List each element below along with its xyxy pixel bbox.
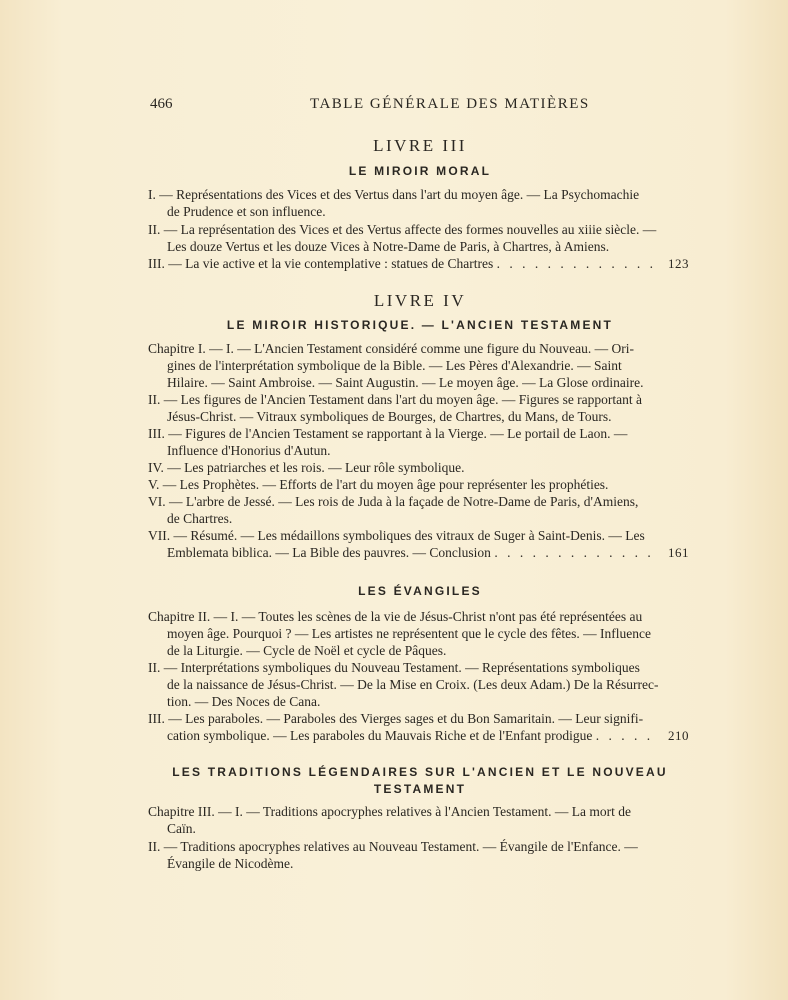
toc-page-number: 161 [668, 545, 689, 560]
livre-3-subtitle: LE MIROIR MORAL [348, 164, 492, 178]
toc-line: Hilaire. — Saint Ambroise. — Saint Augustin. — Le moyen âge. — La Glose ordinaire. [167, 375, 644, 390]
evangiles-subtitle: LES ÉVANGILES [358, 584, 482, 598]
toc-line: tion. — Des Noces de Cana. [167, 694, 321, 709]
toc-line: Évangile de Nicodème. [167, 856, 294, 871]
toc-entry-text: Emblemata biblica. — La Bible des pauvres. — Conclusion [167, 545, 491, 560]
dot-leader: . . . . . [595, 728, 654, 743]
toc-line: de Prudence et son influence. [167, 204, 326, 219]
toc-line: V. — Les Prophètes. — Efforts de l'art du moyen âge pour représenter les prophéties. [148, 477, 609, 492]
running-title: TABLE GÉNÉRALE DES MATIÈRES [310, 96, 590, 112]
toc-line: Chapitre II. — I. — Toutes les scènes de la vie de Jésus-Christ n'ont pas été représentées au [148, 609, 643, 624]
toc-line: VII. — Résumé. — Les médaillons symboliques des vitraux de Suger à Saint-Denis. — Les [148, 528, 645, 543]
toc-line: II. — Interprétations symboliques du Nouveau Testament. — Représentations symboliques [148, 660, 640, 675]
toc-line: de la Liturgie. — Cycle de Noël et cycle de Pâques. [167, 643, 447, 658]
toc-page-number: 210 [668, 728, 689, 743]
toc-line: Les douze Vertus et les douze Vices à Notre-Dame de Paris, à Chartres, à Amiens. [167, 239, 610, 254]
toc-line-last [167, 545, 654, 561]
toc-page-number: 123 [668, 256, 689, 271]
toc-line: de Chartres. [167, 511, 233, 526]
toc-line: III. — Figures de l'Ancien Testament se rapportant à la Vierge. — Le portail de Laon. — [148, 426, 628, 441]
toc-line-last [167, 728, 653, 744]
traditions-subtitle-line-2: TESTAMENT [373, 782, 467, 796]
toc-line: Chapitre III. — I. — Traditions apocryphes relatives à l'Ancien Testament. — La mort de [148, 804, 631, 819]
toc-line: de la naissance de Jésus-Christ. — De la Mise en Croix. (Les deux Adam.) De la Résurrec- [167, 677, 659, 692]
page-number: 466 [150, 96, 173, 112]
running-header [150, 96, 690, 116]
toc-line: gines de l'interprétation symbolique de la Bible. — Les Pères d'Alexandrie. — Saint [167, 358, 622, 373]
toc-line: II. — Les figures de l'Ancien Testament dans l'art du moyen âge. — Figures se rapportant à [148, 392, 643, 407]
toc-line: II. — La représentation des Vices et des Vertus affecte des formes nouvelles au xiiie siècle. — [148, 222, 657, 237]
livre-3-heading: LIVRE III [373, 136, 467, 155]
toc-line: I. — Représentations des Vices et des Vertus dans l'art du moyen âge. — La Psychomachie [148, 187, 640, 202]
toc-line: II. — Traditions apocryphes relatives au Nouveau Testament. — Évangile de l'Enfance. — [148, 839, 638, 854]
toc-line: VI. — L'arbre de Jessé. — Les rois de Juda à la façade de Notre-Dame de Paris, d'Amiens, [148, 494, 639, 509]
dot-leader: . . . . . . . . . . . . . [496, 256, 656, 271]
toc-line: moyen âge. Pourquoi ? — Les artistes ne représentent que le cycle des fêtes. — Influence [167, 626, 651, 641]
toc-line: Caïn. [167, 821, 196, 836]
livre-4-subtitle: LE MIROIR HISTORIQUE. — L'ANCIEN TESTAMENT [226, 318, 614, 332]
toc-line: Jésus-Christ. — Vitraux symboliques de Bourges, de Chartres, du Mans, de Tours. [167, 409, 612, 424]
toc-line: IV. — Les patriarches et les rois. — Leur rôle symbolique. [148, 460, 465, 475]
traditions-subtitle-line-1: LES TRADITIONS LÉGENDAIRES SUR L'ANCIEN ET LE NOUVEAU [172, 765, 668, 779]
toc-entry-text: cation symbolique. — Les paraboles du Mauvais Riche et de l'Enfant prodigue [167, 728, 593, 743]
toc-line: Chapitre I. — I. — L'Ancien Testament considéré comme une figure du Nouveau. — Ori- [148, 341, 634, 356]
dot-leader: . . . . . . . . . . . . . [494, 545, 654, 560]
livre-4-heading: LIVRE IV [373, 291, 467, 310]
toc-entry-text: III. — La vie active et la vie contemplative : statues de Chartres [148, 256, 494, 271]
toc-line: III. — Les paraboles. — Paraboles des Vierges sages et du Bon Samaritain. — Leur signifi- [148, 711, 644, 726]
toc-line: Influence d'Honorius d'Autun. [167, 443, 331, 458]
toc-line-last [148, 256, 656, 272]
